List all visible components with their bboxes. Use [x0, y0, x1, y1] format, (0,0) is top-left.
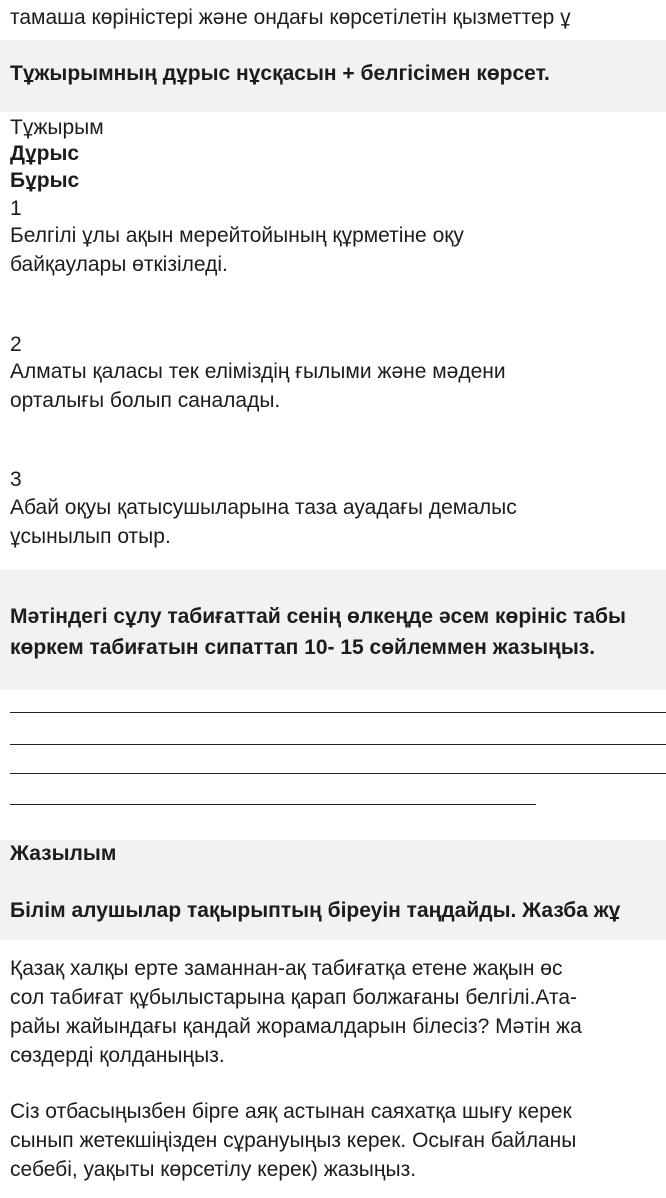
- table-header-statement: Тұжырым: [10, 116, 104, 139]
- prompt-1-line-1: Қазақ халқы ерте заманнан-ақ табиғатқа етене жақын өс: [10, 957, 563, 980]
- task-line-1: Мәтіндегі сұлу табиғаттай сенің өлкеңде әсем көрініс табы: [10, 605, 626, 628]
- prompt-2-line-3: себебі, уақыты көрсетілу керек) жазыңыз.: [10, 1158, 417, 1181]
- table-header-true: Дұрыс: [10, 142, 80, 165]
- prompt-1-line-4: сөздерді қолданыңыз.: [10, 1044, 225, 1067]
- prompt-2-line-2: сынып жетекшіңізден сұрануыңыз керек. Осыған байланы: [10, 1129, 577, 1152]
- statement-3-line-2: ұсынылып отыр.: [10, 525, 171, 548]
- statement-1-number: 1: [10, 197, 22, 220]
- answer-line-2: [10, 744, 666, 745]
- statement-1-line-2: байқаулары өткізіледі.: [10, 253, 228, 276]
- statement-1-line-1: Белгілі ұлы ақын мерейтойының құрметіне оқу: [10, 224, 464, 247]
- prompt-2-line-1: Сіз отбасыңызбен бірге аяқ астынан саяхатқа шығу керек: [10, 1100, 572, 1123]
- answer-line-1: [10, 712, 666, 713]
- answer-line-4: [10, 804, 536, 805]
- statement-3-line-1: Абай оқуы қатысушыларына таза ауадағы демалыс: [10, 496, 517, 519]
- task-line-2: көркем табиғатын сипаттап 10- 15 сөйлеммен жазыңыз.: [10, 636, 596, 659]
- instruction-true-false: Тұжырымның дұрыс нұсқасын + белгісімен көрсет.: [10, 62, 550, 85]
- table-header-false: Бұрыс: [10, 169, 80, 192]
- section-title-writing: Жазылым: [10, 842, 117, 865]
- top-partial-line: тамаша көріністері және ондағы көрсетілетін қызметтер ұ: [10, 6, 571, 29]
- statement-2-line-1: Алматы қаласы тек еліміздің ғылыми және мәдени: [10, 360, 506, 383]
- statement-3-number: 3: [10, 468, 22, 491]
- prompt-1-line-3: райы жайындағы қандай жорамалдарын білесіз? Мәтін жа: [10, 1015, 582, 1038]
- statement-2-line-2: орталығы болып саналады.: [10, 389, 281, 412]
- instruction-choose-topic: Білім алушылар тақырыптың біреуін таңдайды. Жазба жұ: [10, 899, 621, 922]
- answer-line-3: [10, 773, 666, 774]
- prompt-1-line-2: сол табиғат құбылыстарына қарап болжағаны белгілі.Ата-: [10, 986, 578, 1009]
- statement-2-number: 2: [10, 333, 22, 356]
